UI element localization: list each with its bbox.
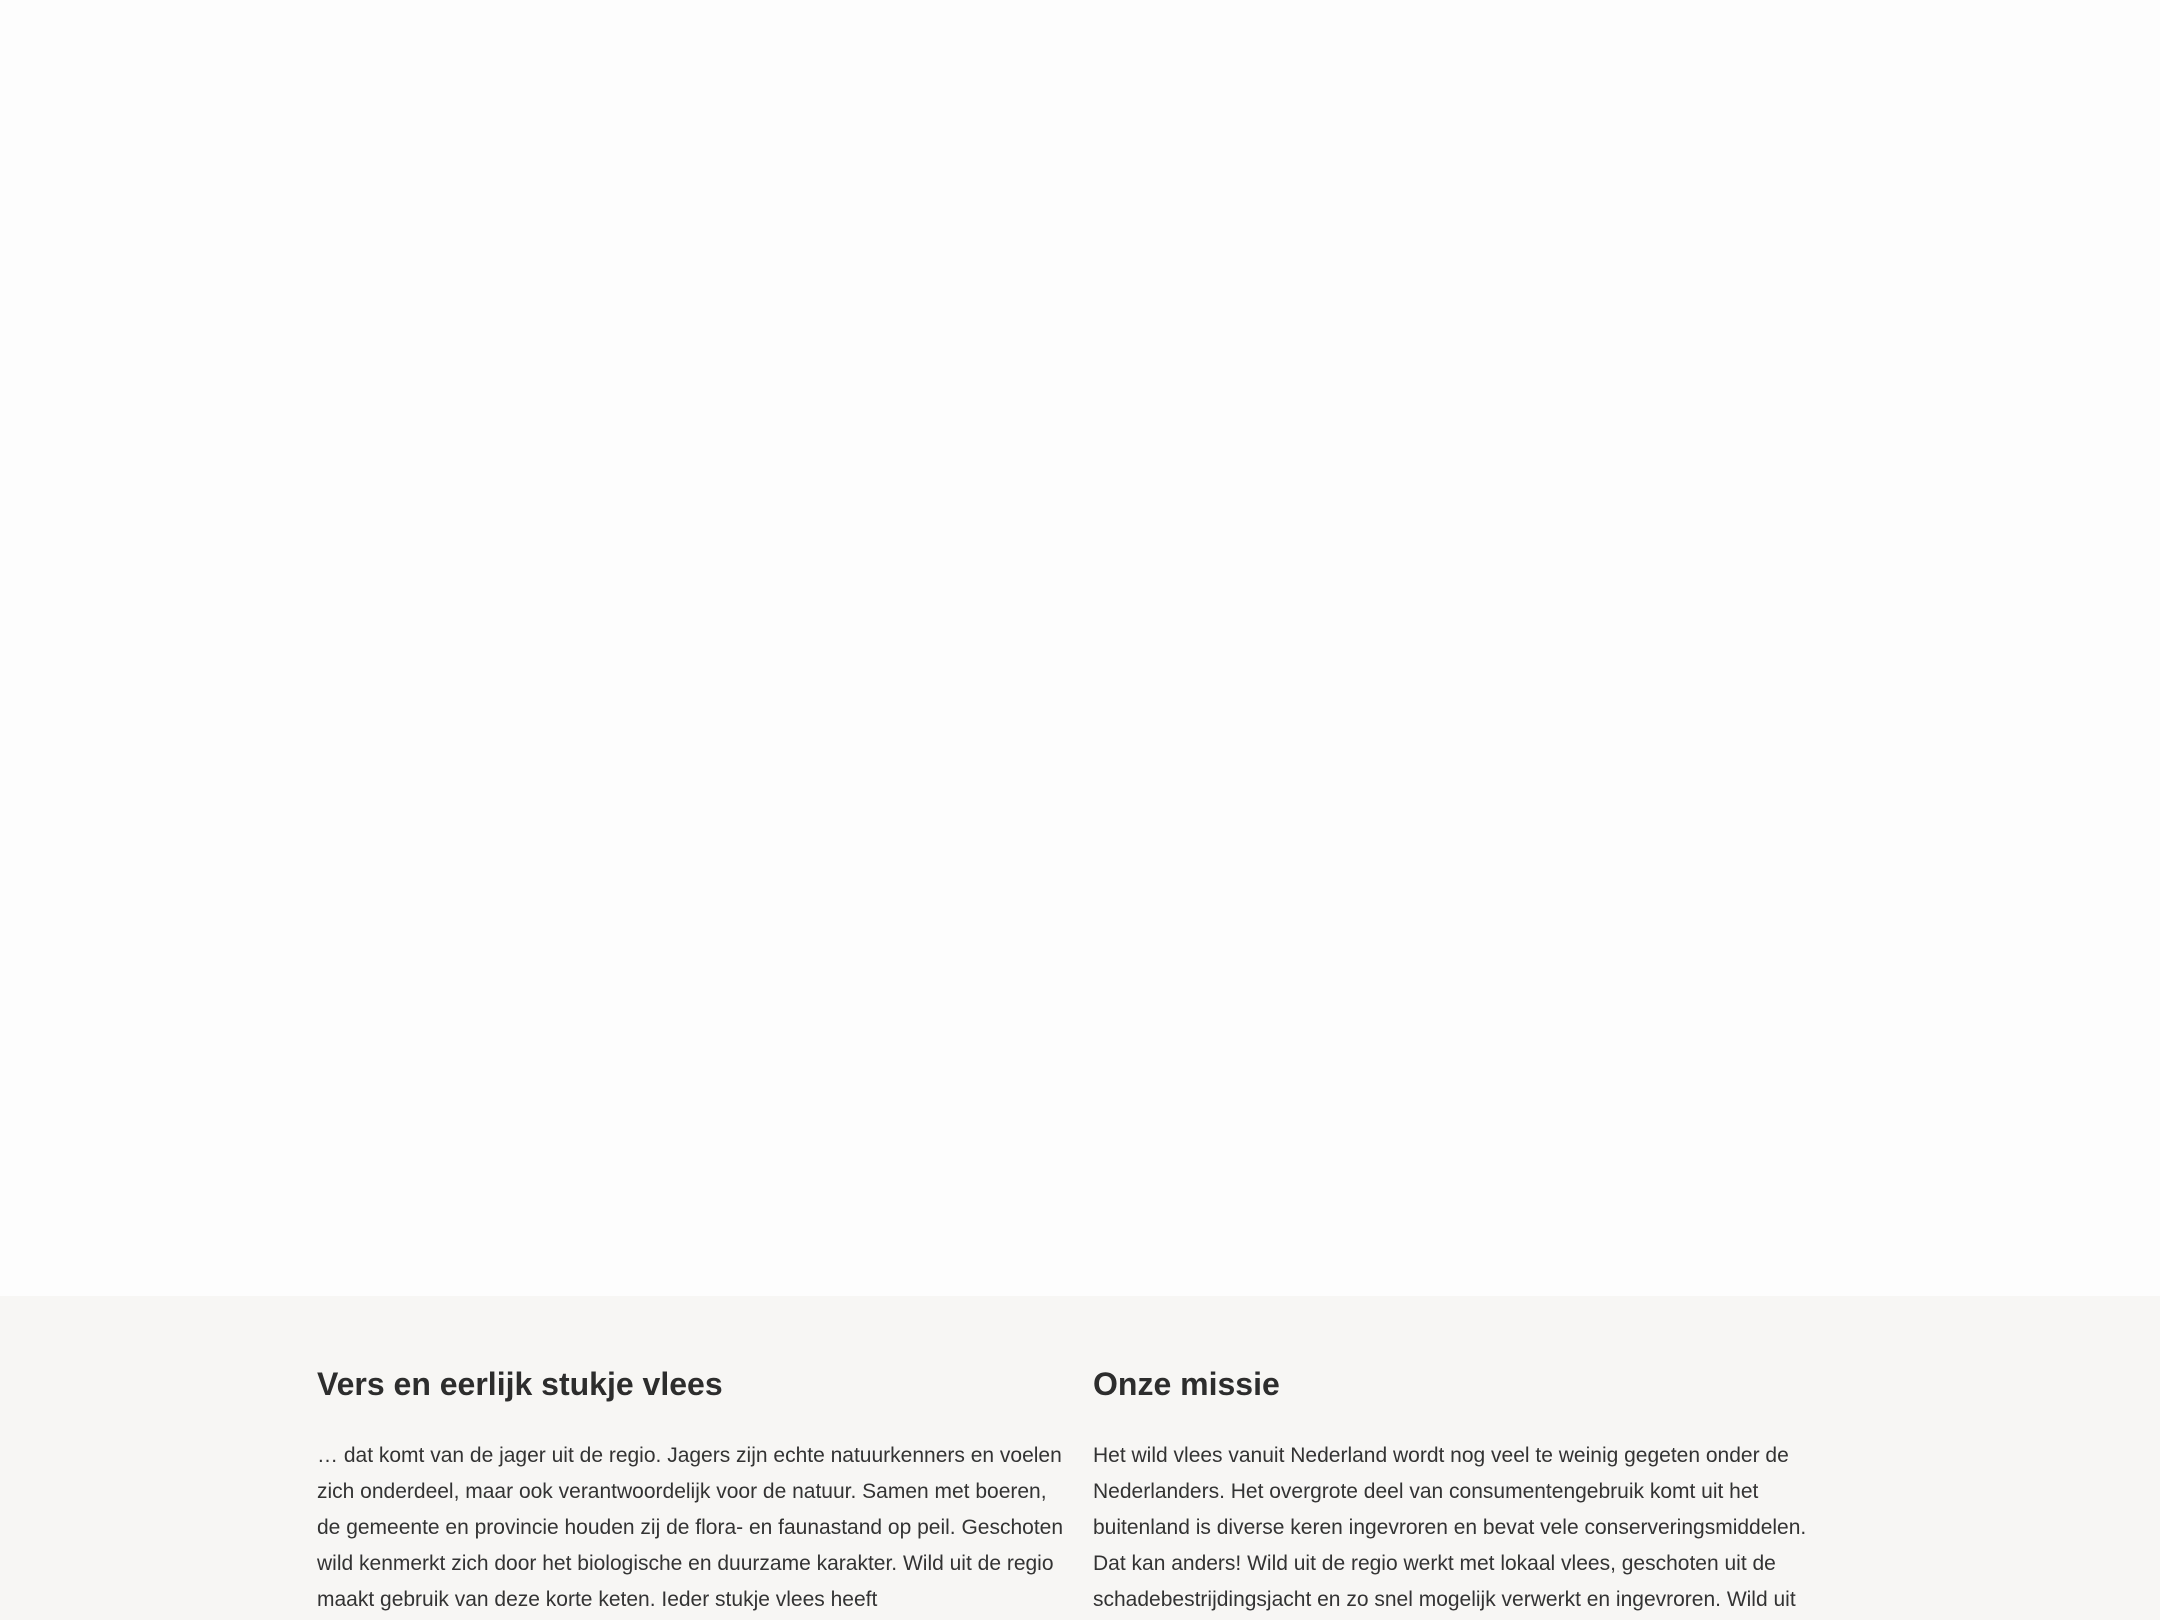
mission-heading: Onze missie (1093, 1366, 1280, 1402)
fresh-meat-column (317, 1364, 1067, 1618)
info-section (0, 1296, 2160, 1620)
fresh-meat-text: … dat komt van de jager uit de regio. Jagers zijn echte natuurkenners en voelen zich onderdeel, maar ook verantwoordelijk voor de natuur. Samen met boeren, de gemeente en provincie houden zij de flora- en faunastand op peil. Geschoten wild kenmerkt zich door het biologische en duurzame karakter. Wild uit de regio maakt gebruik van deze korte keten. Ieder stukje vlees heeft (317, 1444, 1064, 1611)
mission-text: Het wild vlees vanuit Nederland wordt nog veel te weinig gegeten onder de Nederlanders. Het overgrote deel van consumentengebruik komt uit het buitenland is diverse keren ingevroren en bevat vele conserveringsmiddelen. Dat kan anders! Wild uit de regio werkt met lokaal vlees, geschoten uit de schadebestrijdingsjacht en zo snel mogelijk verwerkt en ingevroren. Wild uit (1093, 1444, 1807, 1611)
fresh-meat-heading: Vers en eerlijk stukje vlees (317, 1366, 723, 1402)
mission-column (1093, 1364, 1843, 1618)
